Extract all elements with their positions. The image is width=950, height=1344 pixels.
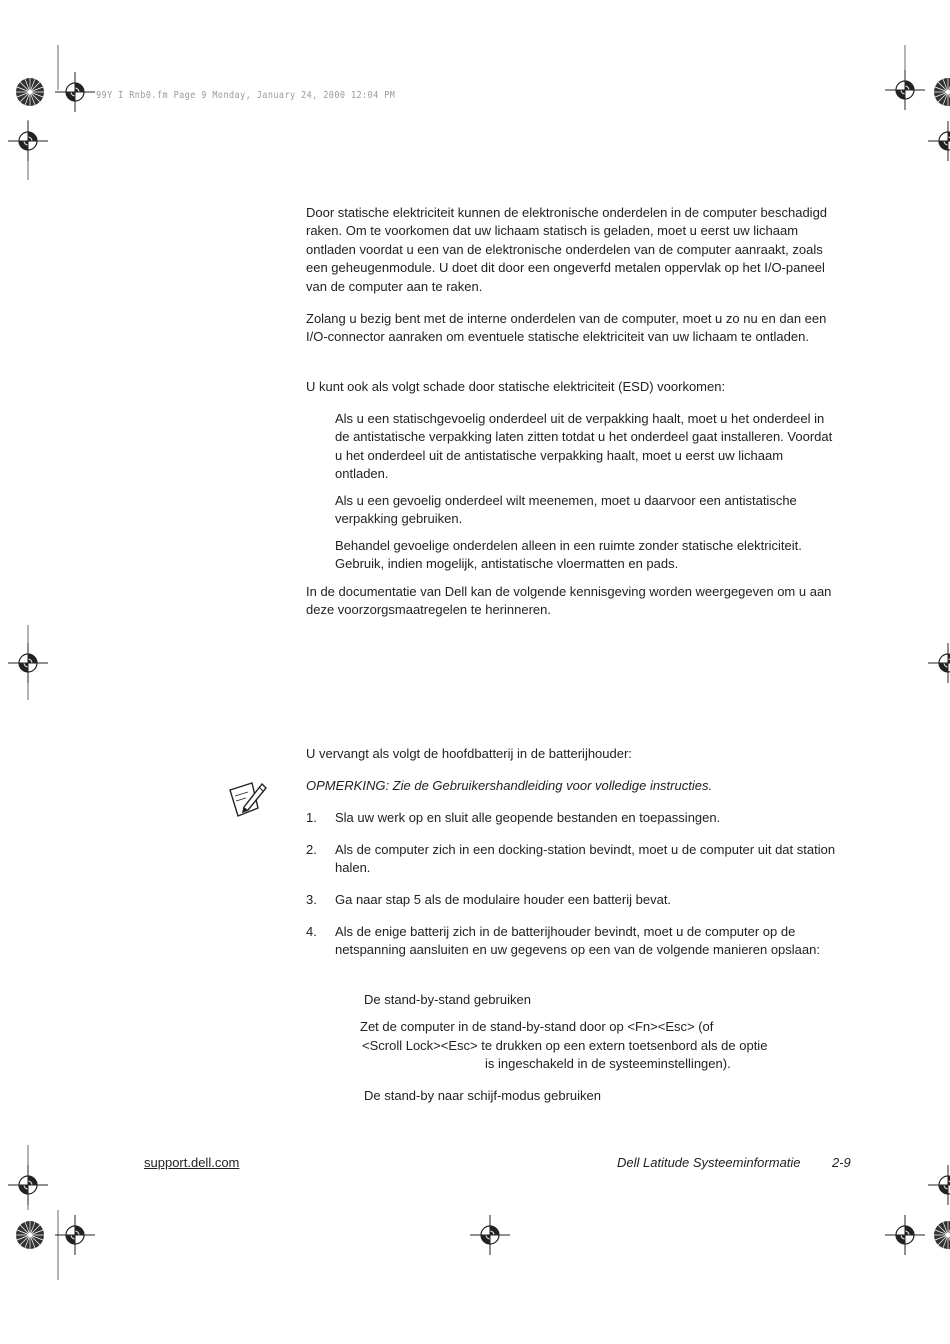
esd-list-item: Als u een gevoelig onderdeel wilt meenemen, moet u daarvoor een antistatische verpakking gebruiken. <box>335 493 797 527</box>
substep-standby-line1: Zet de computer in de stand-by-stand door op <Fn><Esc> (of <box>360 1019 714 1034</box>
step-number: 3. <box>306 892 317 907</box>
footer-title: Dell Latitude Systeeminformatie <box>617 1155 801 1170</box>
step-2 <box>0 841 950 881</box>
step-text: Ga naar stap 5 als de modulaire houder een batterij bevat. <box>335 892 672 907</box>
page-number: 2-9 <box>832 1155 851 1170</box>
step-text: Als de enige batterij zich in de batterijhouder bevindt, moet u de computer op de netspanning aansluiten en uw gegevens op een van de volgende manieren opslaan: <box>335 924 820 958</box>
step-4 <box>0 923 950 983</box>
step-3 <box>0 891 950 911</box>
substep-standby-line3: is ingeschakeld in de systeeminstellingen). <box>485 1056 731 1071</box>
paragraph-esd-touch: Zolang u bezig bent met de interne onderdelen van de computer, moet u zo nu en dan een I/O-connector aanraken om eventuele statische elektriciteit van uw lichaam te ontladen. <box>306 311 827 345</box>
step-number: 2. <box>306 842 317 857</box>
step-number: 1. <box>306 810 317 825</box>
substep-standby-line2: <Scroll Lock><Esc> te drukken op een extern toetsenbord als de optie <box>362 1038 768 1053</box>
step-number: 4. <box>306 924 317 939</box>
step-1 <box>0 809 950 829</box>
substep-standby-title: De stand-by-stand gebruiken <box>364 992 531 1007</box>
step-text: Als de computer zich in een docking-station bevindt, moet u de computer uit dat station halen. <box>335 842 836 876</box>
file-slug: 99Y I Rnb0.fm Page 9 Monday, January 24, 2000 12:04 PM <box>96 90 396 101</box>
paragraph-esd-list-intro: U kunt ook als volgt schade door statische elektriciteit (ESD) voorkomen: <box>306 379 726 394</box>
paragraph-esd-intro: Door statische elektriciteit kunnen de elektronische onderdelen in de computer beschadigd raken. Om te voorkomen dat uw lichaam statisch is geladen, moet u eerst uw lichaam ontladen voordat u een van de elektronische onderdelen van de computer aanraakt, zoals een geheugenmodule. U doet dit door een ongeverfd metalen oppervlak op het I/O-paneel van de computer aan te raken. <box>306 205 828 294</box>
note-text: OPMERKING: Zie de Gebruikershandleiding voor volledige instructies. <box>306 778 713 793</box>
paragraph-battery-intro: U vervangt als volgt de hoofdbatterij in de batterijhouder: <box>306 746 632 761</box>
esd-list-item: Als u een statischgevoelig onderdeel uit de verpakking haalt, moet u het onderdeel in de antistatische verpakking laten zitten totdat u het onderdeel gaat installeren. Voordat u het onderdeel uit de antistatische verpakking haalt, moet u eerst uw lichaam ontladen. <box>335 411 833 482</box>
support-link[interactable]: support.dell.com <box>144 1155 240 1170</box>
step-text: Sla uw werk op en sluit alle geopende bestanden en toepassingen. <box>335 810 721 825</box>
substep-disk-title: De stand-by naar schijf-modus gebruiken <box>364 1088 602 1103</box>
paragraph-notice: In de documentatie van Dell kan de volgende kennisgeving worden weergegeven om u aan deze voorzorgsmaatregelen te herinneren. <box>306 584 832 618</box>
esd-list-item: Behandel gevoelige onderdelen alleen in een ruimte zonder statische elektriciteit. Gebruik, indien mogelijk, antistatische vloermatten en pads. <box>335 538 802 572</box>
